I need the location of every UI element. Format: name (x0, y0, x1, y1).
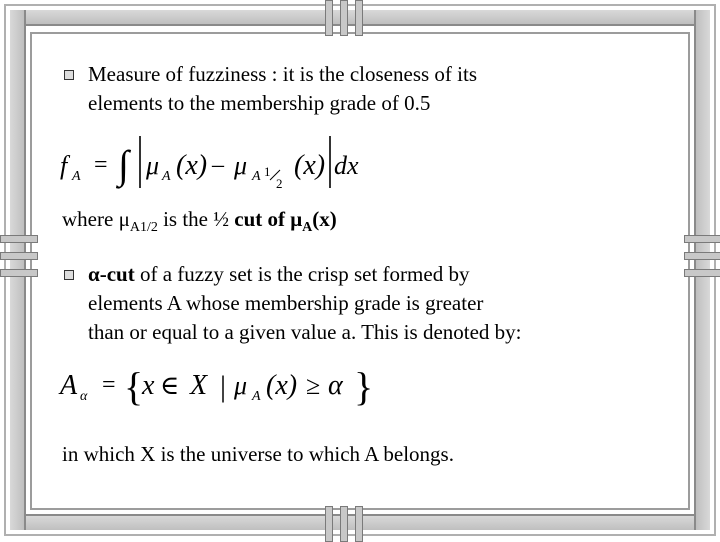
clip-top-1 (325, 0, 333, 36)
formula2-mu-sub: A (252, 389, 261, 404)
where-bold-sub: A (302, 220, 313, 236)
bullet2-line2: elements A whose membership grade is greater (88, 291, 484, 315)
bullet1-line2: elements to the membership grade of 0.5 (88, 91, 431, 115)
formula1-eq: = (94, 152, 108, 178)
formula2-x: x (142, 370, 155, 401)
formula2-X: X (190, 370, 208, 401)
bullet1-line1: Measure of fuzziness : it is the closeness of its (88, 62, 477, 86)
formula2-alpha: α (328, 370, 343, 401)
clip-right-1 (684, 235, 720, 243)
where-mid: is the ½ (157, 207, 235, 231)
alpha-cut-term: α-cut (88, 262, 135, 286)
clip-left-1 (0, 235, 38, 243)
formula1-mu1-sub: A (162, 169, 171, 184)
formula1-x1: (x) (176, 150, 208, 181)
where-bold-a: cut of (234, 207, 291, 231)
where-bold-mu: μ (290, 207, 303, 231)
clip-bottom-1 (325, 506, 333, 542)
clip-right-2 (684, 252, 720, 260)
formula2-eq: = (102, 372, 116, 398)
where-sub: A1/2 (129, 220, 158, 236)
formula1-mu2-sub: A (252, 169, 261, 184)
clip-left-3 (0, 269, 38, 277)
clip-top-3 (355, 0, 363, 36)
formula1-int: ∫ (118, 142, 129, 187)
formula2-px: (x) (266, 370, 298, 401)
clip-bottom-2 (340, 506, 348, 542)
clip-right-3 (684, 269, 720, 277)
bullet-icon (64, 270, 74, 280)
where-mu: μ (118, 207, 130, 231)
clip-bottom-3 (355, 506, 363, 542)
formula1-x2: (x) (294, 150, 326, 181)
formula1-frac-den: 2 (276, 176, 283, 191)
formula2-A: A (60, 370, 78, 401)
formula2-mu: μ (234, 371, 248, 400)
clip-top-2 (340, 0, 348, 36)
bullet2-line3: than or equal to a given value a. This is denoted by: (88, 320, 522, 344)
fuzziness-formula (58, 130, 378, 192)
formula1-dx: dx (334, 151, 359, 180)
formula1-frac-num: 1 (264, 164, 271, 179)
formula2-A-sub: α (80, 389, 88, 404)
formula2-lbrace: { (124, 364, 144, 409)
where-bold-x: (x) (312, 207, 337, 231)
formula1-mu1: μ (146, 151, 160, 180)
bullet2-line1-rest: of a fuzzy set is the crisp set formed by (134, 262, 470, 286)
where-pre: where (62, 207, 119, 231)
where-line (62, 205, 337, 242)
formula2-bar: | (220, 370, 227, 403)
bullet2-line1 (88, 260, 469, 289)
clip-left-2 (0, 252, 38, 260)
bullet-icon (64, 70, 74, 80)
formula1-minus: – (212, 152, 224, 178)
formula2-rbrace: } (354, 364, 374, 409)
formula1-f-sub: A (72, 169, 81, 184)
formula1-mu2: μ (234, 151, 248, 180)
formula2-geq: ≥ (306, 371, 321, 400)
formula1-f: f (60, 151, 68, 180)
formula2-in: ∈ (160, 371, 180, 400)
alpha-cut-formula (58, 358, 388, 414)
closing-text: in which X is the universe to which A belongs. (62, 442, 454, 466)
